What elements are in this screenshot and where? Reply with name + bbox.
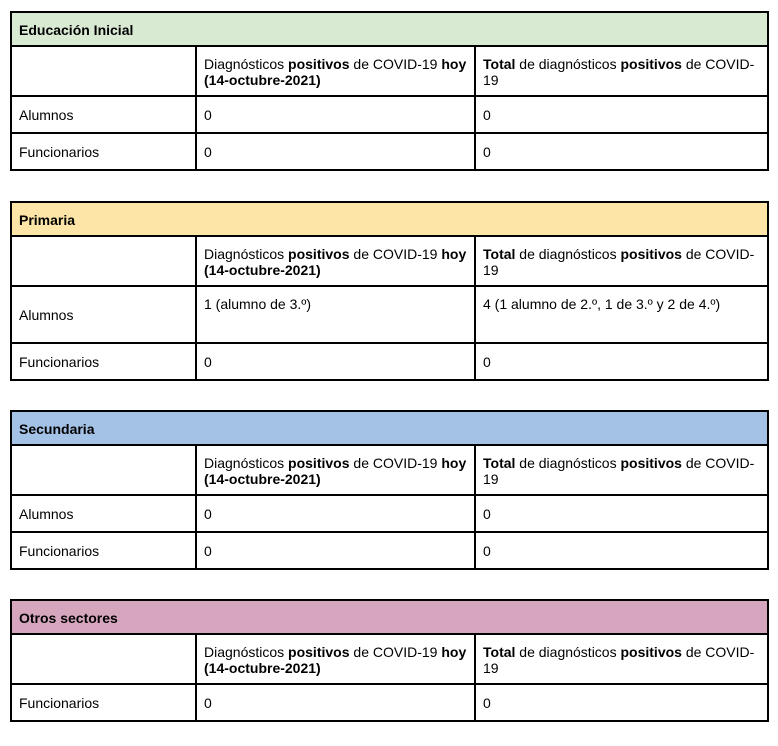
row-total-value: 0: [475, 684, 768, 721]
section-title: Primaria: [11, 202, 768, 236]
header-row: [11, 46, 768, 96]
header-row: [11, 445, 768, 495]
row-total-value: 0: [475, 96, 768, 133]
table-row: [11, 286, 768, 343]
table-otros-sectores: [10, 599, 769, 722]
header-row: [11, 236, 768, 286]
header-empty-cell: [11, 236, 196, 286]
header-today-cell: Diagnósticos positivos de COVID-19 hoy (14-octubre-2021): [196, 445, 475, 495]
header-today-cell: Diagnósticos positivos de COVID-19 hoy (14-octubre-2021): [196, 46, 475, 96]
header-row: [11, 634, 768, 684]
table-row: [11, 96, 768, 133]
header-empty-cell: [11, 634, 196, 684]
row-label: Alumnos: [11, 495, 196, 532]
row-label: Funcionarios: [11, 343, 196, 380]
row-label: Alumnos: [11, 96, 196, 133]
table-row: [11, 343, 768, 380]
section-title-row: [11, 202, 768, 236]
table-row: [11, 532, 768, 569]
row-today-value: 0: [196, 684, 475, 721]
row-label: Funcionarios: [11, 532, 196, 569]
section-title: Otros sectores: [11, 600, 768, 634]
header-total-cell: Total de diagnósticos positivos de COVID-19: [475, 236, 768, 286]
table-primaria: [10, 201, 769, 381]
row-today-value: 0: [196, 532, 475, 569]
header-empty-cell: [11, 445, 196, 495]
section-title-row: [11, 12, 768, 46]
header-empty-cell: [11, 46, 196, 96]
row-today-value: 0: [196, 495, 475, 532]
header-total-cell: Total de diagnósticos positivos de COVID-19: [475, 46, 768, 96]
row-today-value: 0: [196, 133, 475, 170]
table-educacion-inicial: [10, 11, 769, 171]
row-label: Alumnos: [11, 286, 196, 343]
row-today-value: 0: [196, 343, 475, 380]
row-label: Funcionarios: [11, 684, 196, 721]
section-title: Secundaria: [11, 411, 768, 445]
row-today-value: 0: [196, 96, 475, 133]
row-total-value: 0: [475, 532, 768, 569]
table-row: [11, 684, 768, 721]
header-today-cell: Diagnósticos positivos de COVID-19 hoy (14-octubre-2021): [196, 634, 475, 684]
header-today-cell: Diagnósticos positivos de COVID-19 hoy (14-octubre-2021): [196, 236, 475, 286]
header-total-cell: Total de diagnósticos positivos de COVID-19: [475, 634, 768, 684]
row-total-value: 0: [475, 343, 768, 380]
row-today-value: 1 (alumno de 3.º): [196, 286, 475, 343]
table-secundaria: [10, 410, 769, 570]
row-total-value: 0: [475, 133, 768, 170]
header-total-cell: Total de diagnósticos positivos de COVID-19: [475, 445, 768, 495]
section-title: Educación Inicial: [11, 12, 768, 46]
section-title-row: [11, 600, 768, 634]
table-row: [11, 495, 768, 532]
row-label: Funcionarios: [11, 133, 196, 170]
row-total-value: 4 (1 alumno de 2.º, 1 de 3.º y 2 de 4.º): [475, 286, 768, 343]
table-row: [11, 133, 768, 170]
row-total-value: 0: [475, 495, 768, 532]
section-title-row: [11, 411, 768, 445]
